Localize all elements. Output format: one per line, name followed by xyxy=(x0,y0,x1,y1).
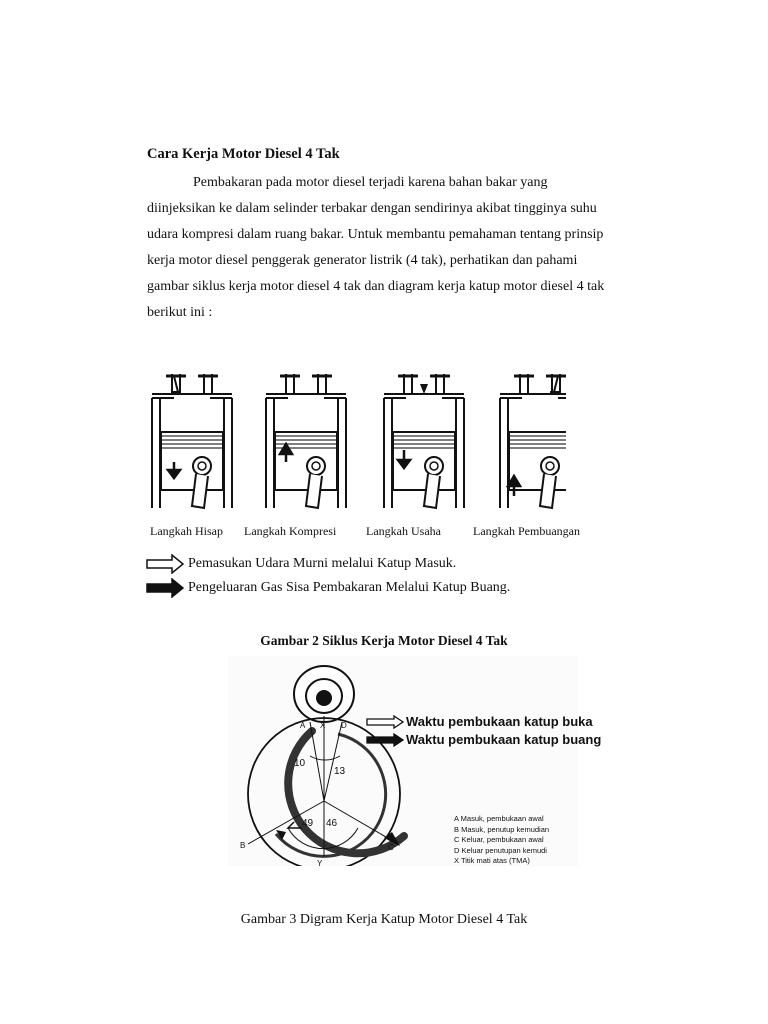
legend-text: Pemasukan Udara Murni melalui Katup Masuk. xyxy=(188,556,457,571)
solid-arrow-icon xyxy=(366,733,404,747)
legend-text: Pengeluaran Gas Sisa Pembakaran Melalui Katup Buang. xyxy=(188,580,511,595)
valve-legend-intake xyxy=(366,714,593,729)
cylinder-power xyxy=(384,374,464,508)
step-label-power: Langkah Usaha xyxy=(366,524,441,538)
diagram-notes xyxy=(454,814,549,867)
step-label-exhaust: Langkah Pembuangan xyxy=(473,524,580,538)
outline-arrow-icon xyxy=(146,554,184,574)
note-line: D Keluar penutupan kemudi xyxy=(454,845,547,855)
point-label: Y xyxy=(317,859,323,866)
paragraph-line: gambar siklus kerja motor diesel 4 tak dan diagram kerja katup motor diesel 4 tak xyxy=(147,279,605,294)
step-label-compression: Langkah Kompresi xyxy=(244,524,337,538)
cylinder-exhaust xyxy=(500,374,566,508)
body-paragraph xyxy=(147,170,667,326)
cylinder-compression xyxy=(266,374,346,508)
four-stroke-figure xyxy=(148,370,566,512)
valve-legend-text: Waktu pembukaan katup buang xyxy=(406,732,602,747)
cylinder-illustrations xyxy=(148,370,566,512)
paragraph-line: Pembakaran pada motor diesel terjadi karena bahan bakar yang xyxy=(193,175,548,190)
angle-label: 49 xyxy=(302,818,314,829)
figure3-caption: Gambar 3 Digram Kerja Katup Motor Diesel 4 Tak xyxy=(240,912,528,927)
note-line: A Masuk, pembukaan awal xyxy=(454,814,544,823)
legend-exhaust xyxy=(146,578,510,598)
angle-label: 46 xyxy=(326,818,338,829)
valve-legend-text: Waktu pembukaan katup buka xyxy=(406,714,593,729)
paragraph-line: berikut ini : xyxy=(147,305,213,320)
section-heading: Cara Kerja Motor Diesel 4 Tak xyxy=(147,146,340,162)
note-line: B Masuk, penutup kemudian xyxy=(454,824,550,834)
point-label: D xyxy=(341,721,347,730)
note-line: X Titik mati atas (TMA) xyxy=(454,856,530,865)
note-line: C Keluar, pembukaan awal xyxy=(454,835,544,844)
paragraph-line: kerja motor diesel penggerak generator listrik (4 tak), perhatikan dan pahami xyxy=(147,253,578,268)
point-label: B xyxy=(240,841,246,850)
cylinder-intake xyxy=(152,374,232,508)
legend-intake xyxy=(146,554,456,574)
outline-arrow-icon xyxy=(366,715,404,729)
valve-legend-exhaust xyxy=(366,732,601,747)
point-label: X xyxy=(320,721,326,730)
solid-arrow-icon xyxy=(146,578,184,598)
angle-label: 10 xyxy=(294,758,306,769)
step-label-intake: Langkah Hisap xyxy=(150,524,223,538)
paragraph-line: diinjeksikan ke dalam selinder terbakar dengan sendirinya akibat tingginya suhu xyxy=(147,201,597,216)
point-label: A xyxy=(300,721,306,730)
paragraph-line: udara kompresi dalam ruang bakar. Untuk membantu pemahaman tentang prinsip xyxy=(147,227,604,242)
point-label: C xyxy=(388,843,394,852)
figure2-caption: Gambar 2 Siklus Kerja Motor Diesel 4 Tak xyxy=(260,633,508,648)
angle-label: 13 xyxy=(334,766,346,777)
